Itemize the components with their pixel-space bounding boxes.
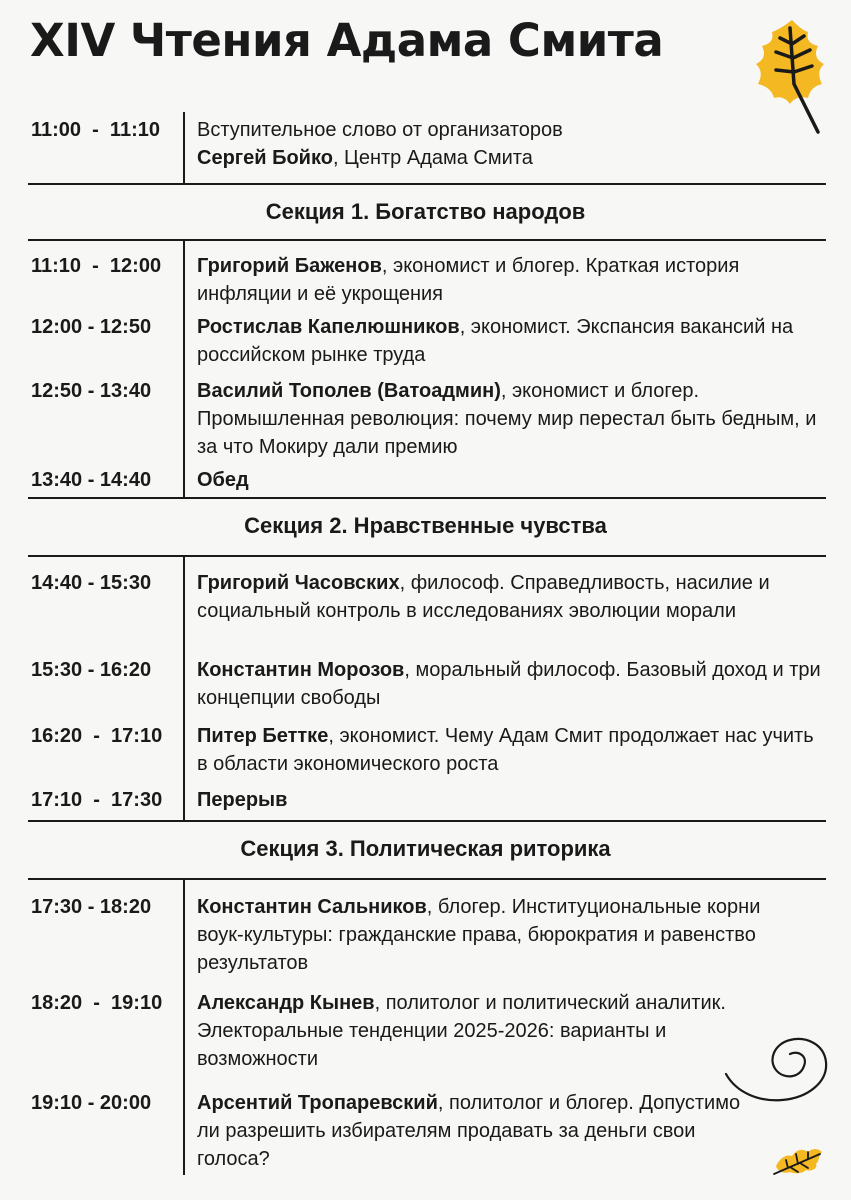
break-label: Обед <box>197 469 249 491</box>
talk-description <box>197 313 827 369</box>
talk-text: , моральный философ. Базовый доход и три концепции свободы <box>197 659 821 709</box>
time-slot: 17:30 - 18:20 <box>31 896 152 918</box>
time-slot: 13:40 - 14:40 <box>31 469 152 491</box>
talk-description <box>197 466 827 494</box>
talk-text: , политолог и блогер. Допустимо ли разрешить избирателям продавать за деньги свои голоса? <box>197 1092 741 1170</box>
speaker-name: Константин Сальников <box>197 896 427 918</box>
time-slot: 14:40 - 15:30 <box>31 572 152 594</box>
time-slot: 15:30 - 16:20 <box>31 659 152 681</box>
page-title: XIV Чтения Адама Смита <box>30 14 664 67</box>
talk-text: , экономист и блогер. Промышленная революция: почему мир перестал быть бедным, и за что Мокиру дали премию <box>197 380 817 458</box>
speaker-name: Константин Морозов <box>197 659 405 681</box>
column-divider <box>183 240 185 497</box>
talk-description <box>197 893 787 977</box>
talk-text: Вступительное слово от организаторов <box>197 119 563 141</box>
talk-text: , блогер. Институциональные корни воук-культуры: гражданские права, бюрократия и равенство результатов <box>197 896 761 974</box>
divider <box>28 820 826 822</box>
divider <box>28 878 826 880</box>
time-slot: 11:00 - 11:10 <box>31 119 160 141</box>
section-title: Секция 3. Политическая риторика <box>240 836 611 861</box>
time-slot: 12:50 - 13:40 <box>31 380 152 402</box>
talk-description <box>197 722 827 778</box>
talk-description <box>197 656 827 712</box>
talk-text: , экономист и блогер. Краткая история инфляции и её укрощения <box>197 255 740 305</box>
spiral-icon <box>722 1032 834 1106</box>
time-slot: 11:10 - 12:00 <box>31 255 162 277</box>
speaker-name: Питер Беттке <box>197 725 329 747</box>
column-divider <box>183 556 185 820</box>
speaker-name: Арсентий Тропаревский <box>197 1092 438 1114</box>
time-slot: 19:10 - 20:00 <box>31 1092 152 1114</box>
time-slot: 17:10 - 17:30 <box>31 789 163 811</box>
column-divider <box>183 112 185 184</box>
talk-description <box>197 1089 757 1173</box>
talk-description <box>197 989 767 1073</box>
talk-description <box>197 569 827 625</box>
talk-description <box>197 786 827 814</box>
speaker-name: Григорий Баженов <box>197 255 382 277</box>
divider <box>28 555 826 557</box>
column-divider <box>183 879 185 1175</box>
talk-description <box>197 252 827 308</box>
talk-text: , политолог и политический аналитик. Электоральные тенденции 2025-2026: варианты и возможности <box>197 992 726 1070</box>
speaker-name: Василий Тополев (Ватоадмин) <box>197 380 501 402</box>
section-title: Секция 1. Богатство народов <box>265 199 586 224</box>
spiral-stroke <box>726 1039 826 1100</box>
speaker-name: Сергей Бойко <box>197 147 333 169</box>
speaker-affiliation: , Центр Адама Смита <box>332 147 533 169</box>
talk-text: , экономист. Экспансия вакансий на российском рынке труда <box>197 316 794 366</box>
section-title: Секция 2. Нравственные чувства <box>244 513 607 538</box>
break-label: Перерыв <box>197 789 288 811</box>
speaker-name: Александр Кынев <box>197 992 375 1014</box>
talk-description <box>197 377 827 461</box>
speaker-name: Григорий Часовских <box>197 572 400 594</box>
speaker-name: Ростислав Капелюшников <box>197 316 460 338</box>
talk-description <box>197 116 827 172</box>
divider <box>28 183 826 185</box>
talk-text: , экономист. Чему Адам Смит продолжает нас учить в области экономического роста <box>197 725 814 775</box>
divider <box>28 239 826 241</box>
divider <box>28 497 826 499</box>
talk-text: , философ. Справедливость, насилие и социальный контроль в исследованиях эволюции морали <box>197 572 770 622</box>
time-slot: 12:00 - 12:50 <box>31 316 152 338</box>
leaf-icon <box>772 1144 826 1178</box>
time-slot: 16:20 - 17:10 <box>31 725 163 747</box>
time-slot: 18:20 - 19:10 <box>31 992 163 1014</box>
